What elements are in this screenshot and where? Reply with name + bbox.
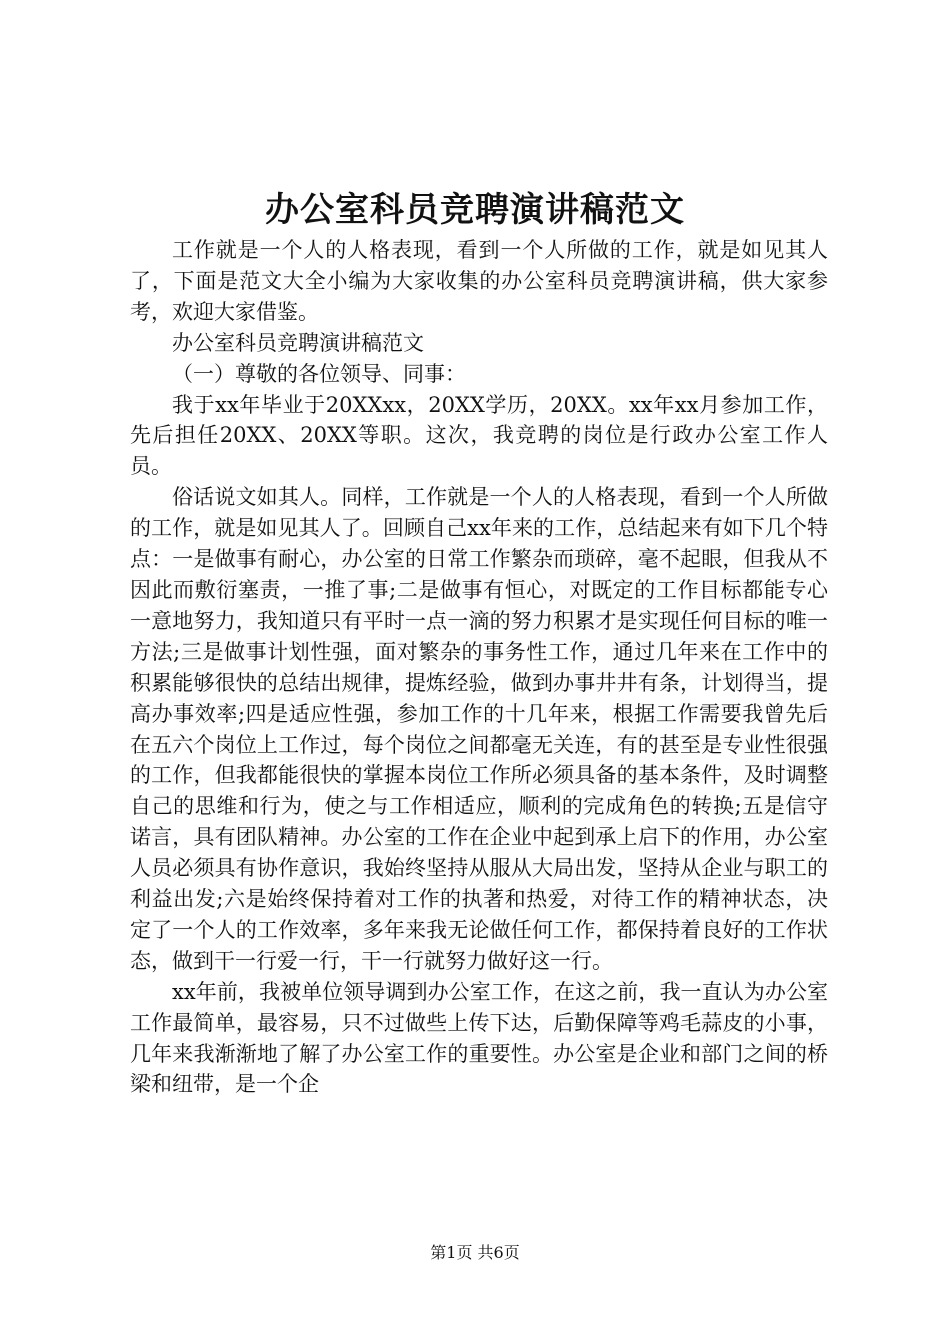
paragraph-office-work: xx年前，我被单位领导调到办公室工作，在这之前，我一直认为办公室工作最简单，最容易，只不过做些上传下达，后勤保障等鸡毛蒜皮的小事，几年来我渐渐地了解了办公室工作的重要性。办公室是企业和部门之间的桥梁和纽带，是一个企	[130, 979, 828, 1097]
paragraph-background: 我于xx年毕业于20XXxx，20XX学历，20XX。xx年xx月参加工作，先后担任20XX、20XX等职。这次，我竞聘的岗位是行政办公室工作人员。	[130, 392, 828, 479]
page-footer: 第1页 共6页	[430, 1243, 520, 1262]
paragraph-salutation: （一）尊敬的各位领导、同事：	[172, 361, 466, 386]
paragraph-intro: 工作就是一个人的人格表现，看到一个人所做的工作，就是如见其人了，下面是范文大全小编为大家收集的办公室科员竞聘演讲稿，供大家参考，欢迎大家借鉴。	[130, 238, 828, 324]
document-title: 办公室科员竞聘演讲稿范文	[265, 190, 685, 230]
paragraph-characteristics: 俗话说文如其人。同样，工作就是一个人的人格表现，看到一个人所做的工作，就是如见其人了。回顾自己xx年来的工作，总结起来有如下几个特点：一是做事有耐心，办公室的日常工作繁杂而琐碎，毫不起眼，但我从不因此而敷衍塞责，一推了事;二是做事有恒心，对既定的工作目标都能专心一意地努力，我知道只有平时一点一滴的努力积累才是实现任何目标的唯一方法;三是做事计划性强，面对繁杂的事务性工作，通过几年来在工作中的积累能够很快的总结出规律，提炼经验，做到办事井井有条，计划得当，提高办事效率;四是适应性强，参加工作的十几年来，根据工作需要我曾先后在五六个岗位上工作过，每个岗位之间都毫无关连，有的甚至是专业性很强的工作，但我都能很快的掌握本岗位工作所必须具备的基本条件，及时调整自己的思维和行为，使之与工作相适应，顺利的完成角色的转换;五是信守诺言，具有团队精神。办公室的工作在企业中起到承上启下的作用，办公室人员必须具有协作意识，我始终坚持从服从大局出发，坚持从企业与职工的利益出发;六是始终保持着对工作的执著和热爱，对待工作的精神状态，决定了一个人的工作效率，多年来我无论做任何工作，都保持着良好的工作状态，做到干一行爱一行，干一行就努力做好这一行。	[130, 485, 828, 973]
document-body	[130, 235, 828, 1100]
paragraph-subtitle: 办公室科员竞聘演讲稿范文	[172, 330, 424, 355]
